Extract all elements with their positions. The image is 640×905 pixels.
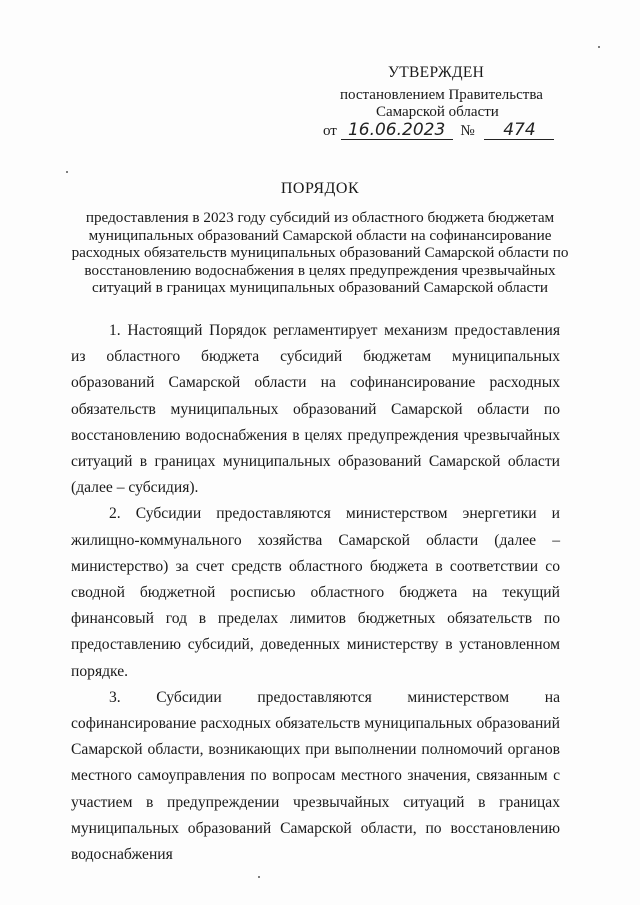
document-subtitle: предоставления в 2023 году субсидий из областного бюджета бюджетам муниципальных образований Самарской области на софинансирование расходных обязательств муниципальных образований Самарской области по восстановлению водоснабжения в целях предупреждения чрезвычайных ситуаций в границах муниципальных образований Самарской области <box>71 209 569 296</box>
from-label: от <box>323 123 337 139</box>
number-label: № <box>460 123 475 139</box>
paragraph-2: 2. Субсидии предоставляются министерством энергетики и жилищно-коммунального хозяйства Самарской области (далее – министерство) за счет средств областного бюджета в соответствии со сводной бюджетной росписью областного бюджета на текущий финансовый год в пределах лимитов бюджетных обязательств по предоставлению субсидий, доведенных министерству в установленном порядке. <box>71 505 560 680</box>
approval-title: УТВЕРЖДЕН <box>388 64 485 81</box>
document-title: ПОРЯДОК <box>280 180 360 197</box>
paragraph-3: 3. Субсидии предоставляются министерством на софинансирование расходных обязательств муниципальных образований Самарской области, возникающих при выполнении полномочий органов местного самоуправления по вопросам местного значения, связанным с участием в предупреждении чрезвычайных ситуаций в границах муниципальных образований Самарской области, по восстановлению водоснабжения <box>71 688 560 864</box>
scan-speck <box>66 171 68 173</box>
approval-number: 474 <box>484 121 554 140</box>
approval-date: 16.06.2023 <box>341 121 453 140</box>
approval-date-line <box>323 121 554 140</box>
approval-line-2: Самарской области <box>376 104 499 120</box>
scan-speck <box>258 876 260 878</box>
approval-line-1: постановлением Правительства <box>340 87 543 103</box>
paragraph-1: 1. Настоящий Порядок регламентирует механизм предоставления из областного бюджета субсидий бюджетам муниципальных образований Самарской области на софинансирование расходных обязательств муниципальных образований Самарской области по восстановлению водоснабжения в целях предупреждения чрезвычайных ситуаций в границах муниципальных образований Самарской области (далее – субсидия). <box>71 322 560 497</box>
scan-speck <box>598 46 600 48</box>
document-body <box>71 318 560 868</box>
